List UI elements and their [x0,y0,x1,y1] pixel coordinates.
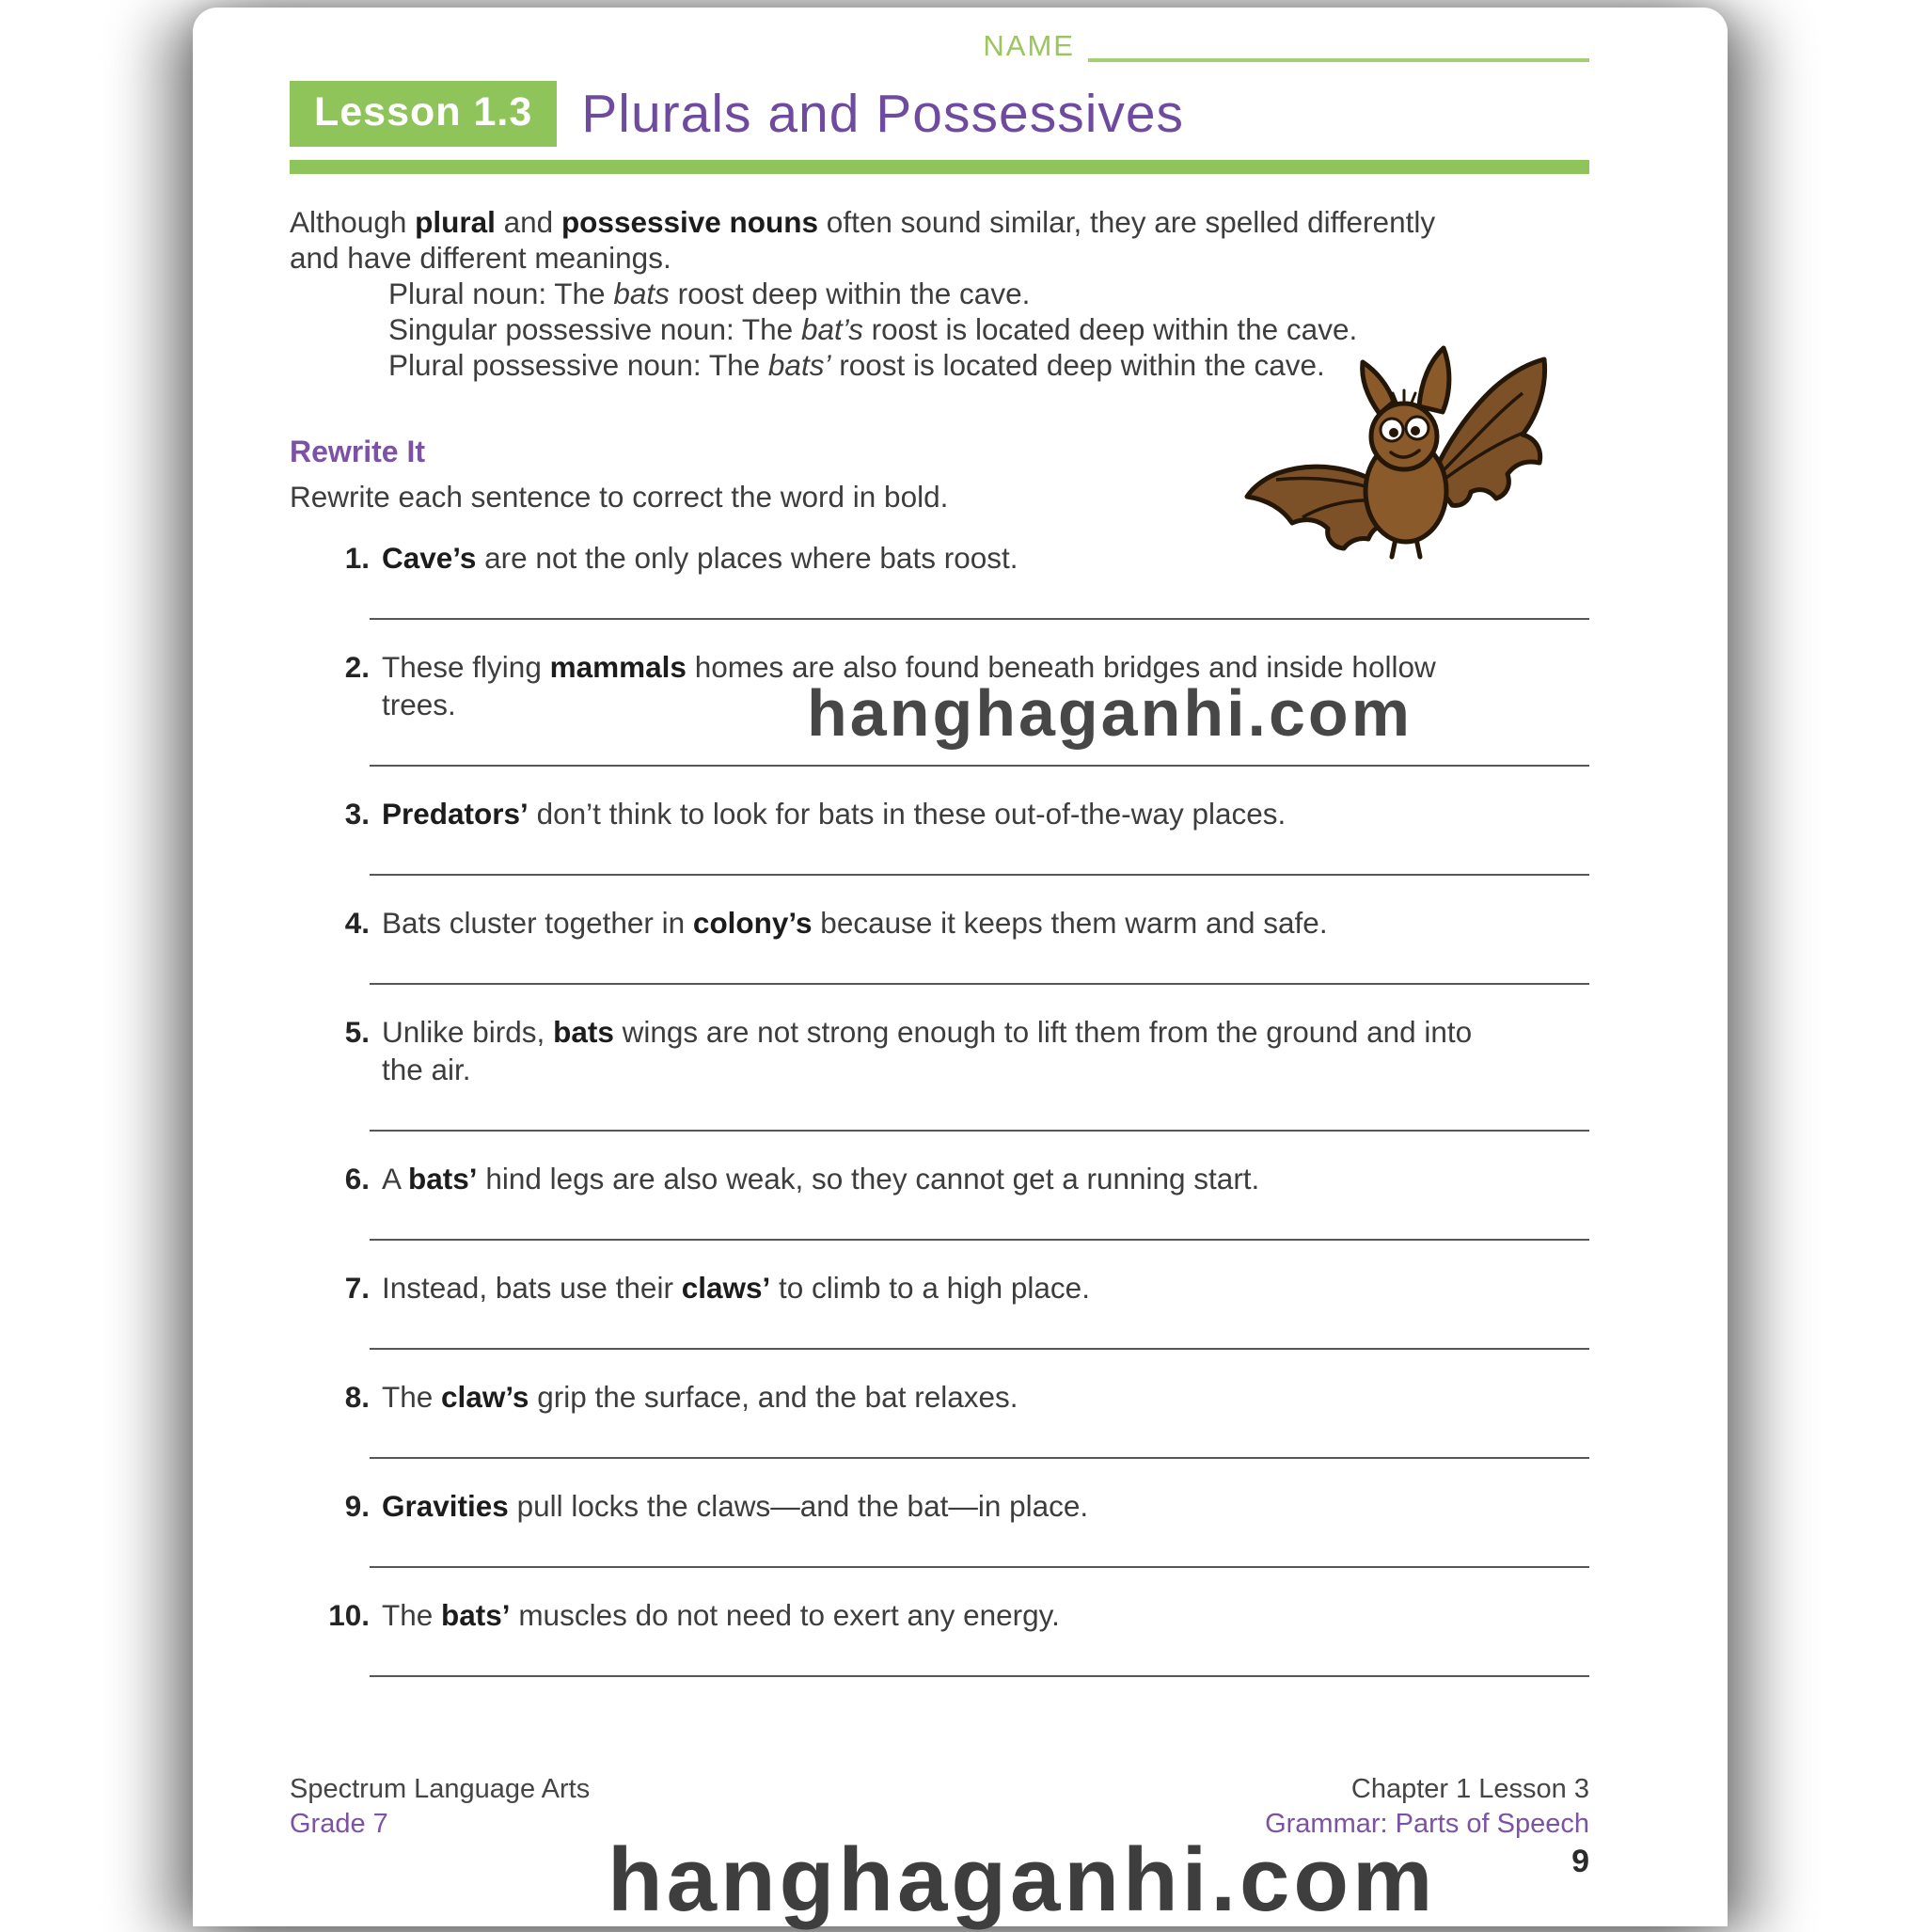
footer-series-title: Spectrum Language Arts [290,1774,591,1804]
example-text: Singular possessive noun: The [388,312,801,346]
item-text-pre: The [382,1598,442,1632]
item-bold-word: claw’s [441,1380,529,1414]
footer-left [290,1772,590,1842]
intro-text: and [495,205,561,239]
item-text-pre: Unlike birds, [382,1015,554,1049]
item-bold-word: bats [553,1015,614,1049]
worksheet-item-10 [290,1596,1589,1634]
footer-section-name: Grammar: Parts of Speech [1265,1809,1589,1839]
item-text [382,904,1328,942]
example-text: Plural noun: The [388,277,614,310]
footer-chapter-lesson: Chapter 1 Lesson 3 [1350,1774,1589,1804]
intro-bold-possessive-nouns: possessive nouns [560,205,819,239]
page-title: Plurals and Possessives [581,84,1185,144]
item-text-post: muscles do not need to exert any energy. [510,1598,1060,1632]
worksheet-item-8 [290,1378,1589,1416]
item-text [382,1013,1510,1088]
item-bold-word: Predators’ [382,797,529,831]
answer-line-2[interactable] [370,765,1589,767]
title-underline-bar [290,160,1589,174]
example-text: Plural possessive noun: The [388,348,768,382]
item-bold-word: colony’s [692,906,813,940]
intro-text-line2: and have different meanings. [290,241,671,275]
intro-bold-plural: plural [415,205,496,239]
item-number: 10. [328,1598,370,1632]
item-number: 3. [344,797,370,831]
intro-text: Although [290,205,416,239]
lesson-header [290,81,1589,147]
instruction-text: Rewrite each sentence to correct the word in bold. [290,480,949,514]
item-text-post: hind legs are also weak, so they cannot get a running start. [477,1162,1260,1196]
example-italic-word: bats [613,277,670,310]
footer-grade: Grade 7 [290,1809,388,1839]
lesson-badge: Lesson 1.3 [290,81,557,147]
example-italic-word: bat’s [800,312,863,346]
item-text-pre: Bats cluster together in [382,906,693,940]
item-text-post: grip the surface, and the bat relaxes. [529,1380,1018,1414]
answer-line-5[interactable] [370,1130,1589,1132]
bat-illustration [1244,339,1556,562]
item-number: 7. [344,1271,370,1305]
intro-paragraph [290,204,1573,276]
item-bold-word: claws’ [681,1271,771,1305]
worksheet-page [193,8,1728,1926]
answer-line-9[interactable] [370,1566,1589,1568]
item-text [382,1378,1018,1416]
worksheet-item-3 [290,795,1589,832]
item-text [382,795,1286,832]
item-number: 2. [344,650,370,684]
example-text: roost deep within the cave. [669,277,1031,310]
item-number: 1. [344,541,370,575]
name-blank-line[interactable] [1088,30,1589,62]
item-text-post: are not the only places where bats roost. [476,541,1018,575]
answer-line-3[interactable] [370,874,1589,876]
item-text [382,1596,1060,1634]
worksheet-item-4 [290,904,1589,942]
item-number: 9. [344,1489,370,1523]
item-text-pre: The [382,1380,442,1414]
example-italic-word: bats’ [767,348,831,382]
item-bold-word: Cave’s [382,541,477,575]
name-row [290,30,1589,62]
item-number: 5. [344,1015,370,1049]
name-label: NAME [983,29,1075,62]
answer-line-4[interactable] [370,983,1589,985]
worksheet-item-6 [290,1160,1589,1197]
answer-line-6[interactable] [370,1239,1589,1241]
item-number: 8. [344,1380,370,1414]
answer-line-1[interactable] [370,618,1589,620]
item-text-post: homes are also found beneath bridges and inside hollow trees. [382,650,1436,721]
answer-line-7[interactable] [370,1348,1589,1350]
example-text: roost is located deep within the cave. [862,312,1358,346]
example-text: roost is located deep within the cave. [830,348,1325,382]
watermark-center: hanghaganhi.com [807,676,1413,750]
example-line-plural [388,276,1589,311]
item-number: 4. [344,906,370,940]
item-text-pre: Instead, bats use their [382,1271,682,1305]
page-content [290,8,1589,1705]
item-text [382,539,1018,577]
worksheet-item-5 [290,1013,1589,1088]
item-bold-word: Gravities [382,1489,509,1523]
item-text [382,1160,1259,1197]
item-bold-word: mammals [549,650,687,684]
item-text [382,1269,1090,1306]
page-number: 9 [1571,1844,1589,1879]
item-bold-word: bats’ [441,1598,511,1632]
item-number: 6. [344,1162,370,1196]
watermark-bottom: hanghaganhi.com [608,1829,1437,1930]
item-text-pre: A [382,1162,409,1196]
item-text-post: pull locks the claws—and the bat—in place. [508,1489,1089,1523]
item-text-pre: These flying [382,650,550,684]
item-text-post: because it keeps them warm and safe. [812,906,1328,940]
item-text [382,1487,1088,1525]
answer-line-10[interactable] [370,1675,1589,1677]
item-text-post: to climb to a high place. [770,1271,1090,1305]
item-text-post: don’t think to look for bats in these out-of-the-way places. [528,797,1287,831]
intro-text: often sound similar, they are spelled differently [818,205,1436,239]
answer-line-8[interactable] [370,1457,1589,1459]
item-bold-word: bats’ [408,1162,478,1196]
item-text-post: wings are not strong enough to lift them from the ground and into the air. [382,1015,1473,1086]
worksheet-item-9 [290,1487,1589,1525]
section-heading: Rewrite It [290,435,426,468]
worksheet-item-7 [290,1269,1589,1306]
